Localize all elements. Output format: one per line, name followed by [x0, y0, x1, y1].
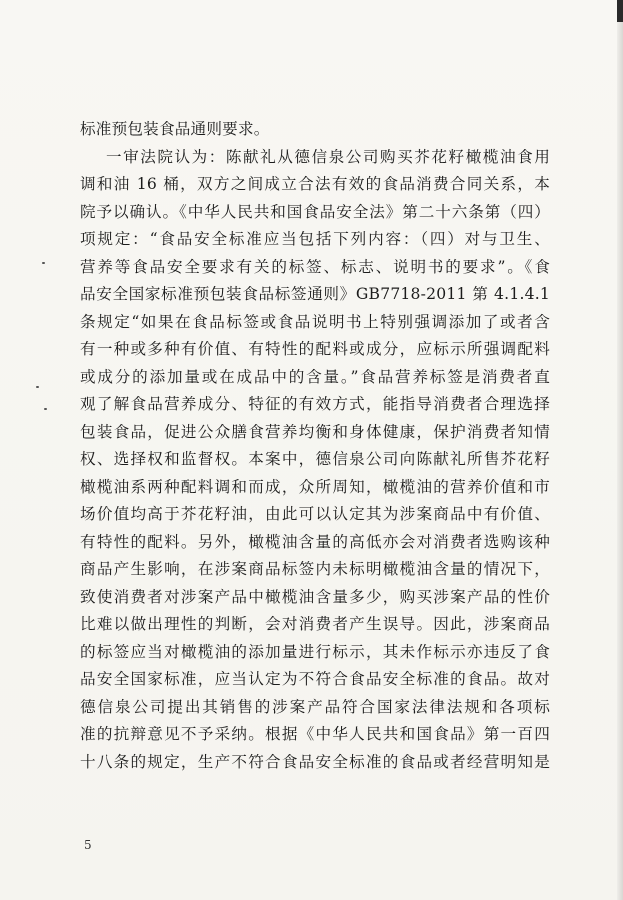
scan-mark: [617, 0, 623, 22]
text-line: 权、选择权和监督权。本案中，德信泉公司向陈献礼所售芥花籽: [80, 450, 550, 468]
text-line: 项规定：“食品安全标准应当包括下列内容：（四）对与卫生、: [80, 230, 550, 248]
text-line: 或成分的添加量或在成品中的含量。”食品营养标签是消费者直: [80, 367, 550, 386]
text-line: 德信泉公司提出其销售的涉案产品符合国家法律法规和各项标: [80, 697, 550, 716]
text-line: 包装食品，促进公众膳食营养均衡和身体健康，保护消费者知情: [80, 422, 550, 441]
text-line: 有一种或多种有价值、有特性的配料或成分，应标示所强调配料: [80, 340, 550, 358]
punch-mark: [44, 408, 47, 410]
text-line: 营养等食品安全要求有关的标签、标志、说明书的要求”。《食: [80, 257, 550, 276]
text-line: 条规定“如果在食品标签或食品说明书上特别强调添加了或者含: [80, 312, 550, 331]
text-line: 准的抗辩意见不予采纳。根据《中华人民共和国食品》第一百四: [80, 725, 550, 743]
text-line: 橄榄油系两种配料调和而成，众所周知，橄榄油的营养价值和市: [80, 477, 550, 496]
text-line: 有特性的配料。另外，橄榄油含量的高低亦会对消费者选购该种: [80, 532, 550, 551]
text-line: 的标签应当对橄榄油的添加量进行标示，其未作标示亦违反了食: [80, 642, 550, 661]
text-line: 场价值均高于芥花籽油，由此可以认定其为涉案商品中有价值、: [80, 505, 550, 523]
text-line: 标准预包装食品通则要求。: [80, 120, 270, 138]
text-line: 十八条的规定，生产不符合食品安全标准的食品或者经营明知是: [80, 752, 550, 771]
judgment-body-text: [80, 116, 550, 776]
text-line: 品安全国家标准预包装食品标签通则》GB7718-2011 第 4.1.4.1: [80, 285, 550, 303]
text-line: 致使消费者对涉案产品中橄榄油含量多少，购买涉案产品的性价: [80, 587, 550, 606]
text-line: 院予以确认。《中华人民共和国食品安全法》第二十六条第（四）: [80, 202, 550, 221]
text-line: 调和油 16 桶，双方之间成立合法有效的食品消费合同关系，本: [80, 175, 550, 193]
page-number: 5: [84, 838, 92, 852]
punch-mark: [42, 262, 45, 264]
text-line: 商品产生影响，在涉案商品标签内未标明橄榄油含量的情况下，: [80, 560, 550, 578]
text-line: 观了解食品营养成分、特征的有效方式，能指导消费者合理选择: [80, 395, 550, 413]
page-edge-shadow: [617, 0, 623, 900]
punch-mark: [36, 386, 39, 388]
text-line: 品安全国家标准，应当认定为不符合食品安全标准的食品。故对: [80, 670, 550, 688]
text-line: 一审法院认为：陈献礼从德信泉公司购买芥花籽橄榄油食用: [80, 147, 550, 166]
text-line: 比难以做出理性的判断，会对消费者产生误导。因此，涉案商品: [80, 615, 550, 633]
